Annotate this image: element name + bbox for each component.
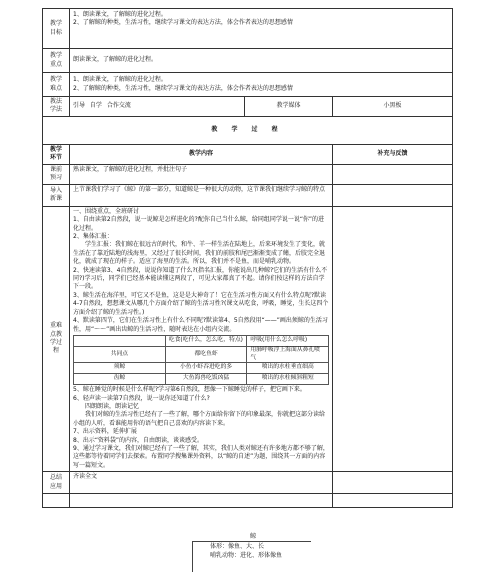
process-header-row (43, 144, 453, 164)
method-row (43, 97, 453, 117)
blackboard-notes (333, 494, 453, 508)
main-p4: 2、快速读第3、4自然段，说说你知道了什么?(指名汇报，你能说出几种鲸?它们的生活有什么不同?)学习后，同学们已经基本能读懂这两段了，可见大家都真了不起。请你们按这样的方法自学下一段。 (73, 266, 328, 291)
main-p8: 6、轻声读一读第7自然段，说一说你还知道了什么? (73, 394, 210, 402)
comparison-row-common: 共同点 (74, 346, 166, 362)
comparison-common-breath: 用肺呼吸浮上海面从鼻孔喷气 (247, 346, 329, 362)
summary-text: 齐读全文 (70, 472, 333, 494)
summary-label: 总结 应用 (43, 472, 70, 494)
media-value: 小黑板 (333, 97, 453, 117)
summary-notes (333, 472, 453, 494)
key-text: 朗读课文，了解鲸的进化过程。 (70, 49, 453, 73)
comparison-row-toothed: 齿鲸 (74, 374, 166, 385)
main-notes (333, 206, 453, 471)
difficulty-2: 2、了解鲸的种类，生活习性，继续学习课文的表达方法，体会作者表达的思想感情 (73, 84, 293, 92)
preview-text: 熟读课文，了解鲸的进化过程，并批注句子 (70, 164, 333, 184)
preview-label: 课前 预习 (43, 164, 70, 184)
main-p13: 9、通过学习课文，我们对鲸已经有了一些了解，其实，我们人类对鲸还有许多地方都不够了解，这些都等待着同学们去探索。布置同学搜集课外资料，以“鲸的自述”为题，围绕其一方面的内容写一篇短文。 (73, 444, 329, 469)
main-p6: 4、默读第四节，它们在生活习性上有什么不同呢?默读第4、5自然段用“——”画出须鲸的生活习性，用“～～”画出齿鲸的生活习性，随时表达在小组内交流。 (73, 317, 328, 333)
main-p11: 7、出示资料，延伸扩展 (73, 428, 137, 436)
col-step-header: 教学 环节 (43, 144, 70, 164)
goal-2: 2、了解鲸的种类，生活习性，继续学习课文的表达方法，体会作者表达的思想感情 (73, 19, 293, 27)
diagram-line-2: 哺乳动物：进化、形体像鱼 (210, 552, 283, 559)
main-p7: 5、鲸在睡觉的时候是什么样呢?学习第6自然段，想像一下鲸睡觉的样子，把它画下来。 (73, 386, 306, 394)
lesson-plan-page (42, 8, 452, 508)
diagram-line-1: 体形：像鱼、大、长 (210, 543, 265, 550)
main-p12: 8、出示“资料袋”的内容，自由朗读，谈谈感受。 (73, 436, 204, 444)
goals-row (43, 9, 453, 49)
method-text: 引导 自学 合作交流 (70, 97, 245, 117)
preview-notes (333, 164, 453, 184)
col-content-header: 教学内容 (70, 144, 333, 164)
comparison-baleen-breath: 喷出的水柱垂直细高 (247, 363, 329, 374)
comparison-toothed-breath: 喷出的水柱倾斜粗短 (247, 374, 329, 385)
process-title-row (43, 116, 453, 144)
process-title: 教 学 过 程 (43, 116, 453, 144)
difficulty-cell (70, 73, 453, 97)
main-p1: 1、自由读第2自然段，说一说鲸是怎样进化的?配你自己当什么鲸，给同组同学说一说“你”的进化过程。 (73, 216, 325, 232)
main-p0: 一、围绕重点，全班研讨 (73, 207, 140, 215)
comparison-baleen-eat: 小鱼小虾吞进吃的多 (165, 363, 247, 374)
comparison-common-eat: 都吃鱼虾 (165, 346, 247, 362)
comparison-toothed-eat: 大鱼海兽吃饭凶猛 (165, 374, 247, 385)
comparison-corner (74, 335, 166, 346)
main-p5: 3、鲸生活在海洋里，可它又不是鱼，这是是大神奇了！它在生活习性方面又有什么特点呢?默读4-7自然段，想想课文从哪几个方面介绍了鲸的生活习性?(课文从吃食，呼吸，睡觉，生长这四个方面介绍了鲸的生活习性。) (73, 291, 329, 316)
summary-row (43, 472, 453, 494)
method-label: 教法 学法 (43, 97, 70, 117)
blackboard-diagram (192, 535, 312, 566)
main-label: 重难 点教 学过 程 (43, 206, 70, 471)
comparison-row-baleen: 须鲸 (74, 363, 166, 374)
goal-1: 1、朗读课文，了解鲸的进化过程。 (73, 11, 167, 18)
main-p9: 四朗朗读，朗读记忆 (85, 402, 140, 410)
preview-row (43, 164, 453, 184)
blackboard-row (43, 494, 453, 508)
main-p10: 我们对鲸的生活习性已经有了一些了解，哪个方面给你留下的印象最深，你就把这部分读给小组的人听，看谁能用你的语气把自己喜欢的内容读下来。 (73, 411, 326, 427)
diagram-title: 鲸 (250, 533, 257, 540)
intro-row (43, 184, 453, 206)
difficulty-1: 1、朗读课文，了解鲸的进化过程。 (73, 76, 167, 84)
col-notes-header: 补充与反馈 (333, 144, 453, 164)
blackboard-label (43, 494, 70, 508)
lesson-plan-table (42, 8, 453, 508)
blackboard-space (70, 494, 333, 508)
intro-notes (333, 184, 453, 206)
goals-cell (70, 9, 453, 49)
main-p3: 学生汇报：我们鲸在很远古的时代，和牛、羊一样生活在陆地上，后来环境发生了变化，就生活在了靠近陆地的浅海里，又经过了很长时间，我们的前肢和尾巴渐渐变成了鳍，后肢完全退化，就成了现在的样子。适应了海里的生活。所以，我们并不是鱼，而是哺乳动物。 (73, 241, 326, 266)
main-row (43, 206, 453, 471)
intro-label: 导入 新课 (43, 184, 70, 206)
key-row (43, 49, 453, 73)
comparison-header-breath: 呼吸(用什么怎么呼吸) (247, 335, 329, 346)
difficulty-row (43, 73, 453, 97)
goals-label: 教学 目标 (43, 9, 70, 49)
intro-text: 上节课我们学习了《鲸》的第一部分，知道鲸是一种很大的动物，这节课我们继续学习鲸的特点 (70, 184, 333, 206)
difficulty-label: 教学 难点 (43, 73, 70, 97)
key-label: 教学 重点 (43, 49, 70, 73)
media-label: 教学媒体 (245, 97, 333, 117)
comparison-table (73, 335, 329, 385)
main-content (70, 206, 333, 471)
comparison-header-eat: 吃食(吃什么，怎么吃，特点) (165, 335, 247, 346)
main-p2: 2、集体汇报： (73, 233, 113, 241)
